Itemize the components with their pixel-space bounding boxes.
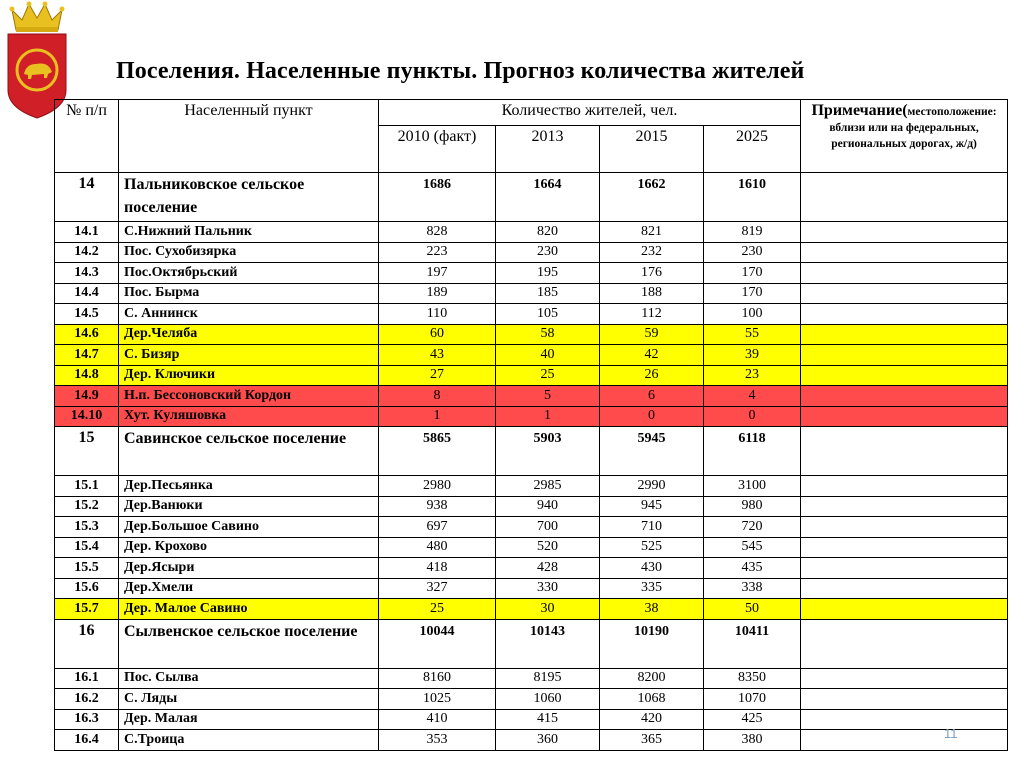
table-row — [55, 537, 1008, 558]
table-row — [55, 668, 1008, 689]
residents-2010: 43 — [379, 345, 496, 366]
note-cell — [801, 709, 1008, 730]
residents-2010: 27 — [379, 365, 496, 386]
note-cell — [801, 599, 1008, 620]
header-year-2015: 2015 — [600, 126, 704, 173]
residents-2025: 338 — [704, 578, 801, 599]
settlement-name: Пос.Октябрьский — [119, 263, 379, 284]
row-number: 14.2 — [55, 242, 119, 263]
header-note-main: Примечание( — [811, 102, 908, 119]
note-cell — [801, 222, 1008, 243]
table-group-row — [55, 173, 1008, 222]
residents-2010: 189 — [379, 283, 496, 304]
residents-2013: 1 — [496, 406, 600, 427]
note-cell — [801, 345, 1008, 366]
residents-2010: 480 — [379, 537, 496, 558]
note-cell — [801, 283, 1008, 304]
residents-2025: 1610 — [704, 173, 801, 222]
table-row — [55, 242, 1008, 263]
settlement-name: Дер.Хмели — [119, 578, 379, 599]
residents-2010: 938 — [379, 496, 496, 517]
row-number: 15.6 — [55, 578, 119, 599]
residents-2015: 232 — [600, 242, 704, 263]
row-number: 15 — [55, 427, 119, 476]
table-row — [55, 406, 1008, 427]
residents-2015: 525 — [600, 537, 704, 558]
settlement-name: С.Нижний Пальник — [119, 222, 379, 243]
residents-2013: 360 — [496, 730, 600, 751]
row-number: 16.2 — [55, 689, 119, 710]
residents-2010: 2980 — [379, 476, 496, 497]
settlement-name: Дер.Ясыри — [119, 558, 379, 579]
row-number: 15.5 — [55, 558, 119, 579]
table-row — [55, 304, 1008, 325]
residents-2025: 3100 — [704, 476, 801, 497]
note-cell — [801, 730, 1008, 751]
residents-2010: 1025 — [379, 689, 496, 710]
settlement-name: С. Бизяр — [119, 345, 379, 366]
header-note-rest: местоположение: вблизи или на федеральных, региональных дорогах, ж/д) — [829, 106, 997, 150]
residents-2013: 25 — [496, 365, 600, 386]
table-row — [55, 599, 1008, 620]
settlement-name: С. Ляды — [119, 689, 379, 710]
residents-2025: 39 — [704, 345, 801, 366]
residents-2010: 410 — [379, 709, 496, 730]
header-name: Населенный пункт — [119, 100, 379, 173]
header-year-2013: 2013 — [496, 126, 600, 173]
settlement-name: Н.п. Бессоновский Кордон — [119, 386, 379, 407]
population-table — [54, 99, 1008, 751]
note-cell — [801, 578, 1008, 599]
table-row — [55, 365, 1008, 386]
settlement-name: Пальниковское сельское поселение — [119, 173, 379, 222]
note-cell — [801, 517, 1008, 538]
residents-2010: 8 — [379, 386, 496, 407]
residents-2013: 940 — [496, 496, 600, 517]
table-row — [55, 709, 1008, 730]
residents-2010: 60 — [379, 324, 496, 345]
residents-2025: 819 — [704, 222, 801, 243]
settlement-name: Дер. Малая — [119, 709, 379, 730]
residents-2013: 5903 — [496, 427, 600, 476]
residents-2015: 112 — [600, 304, 704, 325]
note-cell — [801, 558, 1008, 579]
residents-2013: 30 — [496, 599, 600, 620]
residents-2013: 195 — [496, 263, 600, 284]
row-number: 14.8 — [55, 365, 119, 386]
row-number: 14.1 — [55, 222, 119, 243]
note-cell — [801, 242, 1008, 263]
residents-2015: 5945 — [600, 427, 704, 476]
residents-2015: 821 — [600, 222, 704, 243]
table-row — [55, 386, 1008, 407]
crown-icon — [10, 2, 65, 33]
residents-2013: 700 — [496, 517, 600, 538]
residents-2013: 1664 — [496, 173, 600, 222]
residents-2015: 10190 — [600, 619, 704, 668]
residents-2025: 435 — [704, 558, 801, 579]
note-cell — [801, 496, 1008, 517]
residents-2013: 1060 — [496, 689, 600, 710]
row-number: 15.7 — [55, 599, 119, 620]
row-number: 14.5 — [55, 304, 119, 325]
residents-2013: 428 — [496, 558, 600, 579]
header-year-2010: 2010 (факт) — [379, 126, 496, 173]
note-cell — [801, 476, 1008, 497]
row-number: 14.3 — [55, 263, 119, 284]
residents-2015: 38 — [600, 599, 704, 620]
residents-2025: 170 — [704, 283, 801, 304]
residents-2010: 418 — [379, 558, 496, 579]
residents-2015: 335 — [600, 578, 704, 599]
residents-2025: 55 — [704, 324, 801, 345]
residents-2015: 8200 — [600, 668, 704, 689]
header-num: № п/п — [55, 100, 119, 173]
settlement-name: Дер. Крохово — [119, 537, 379, 558]
residents-2015: 42 — [600, 345, 704, 366]
residents-2025: 6118 — [704, 427, 801, 476]
note-cell — [801, 324, 1008, 345]
table-row — [55, 263, 1008, 284]
residents-2025: 0 — [704, 406, 801, 427]
row-number: 15.1 — [55, 476, 119, 497]
residents-2015: 2990 — [600, 476, 704, 497]
residents-2025: 230 — [704, 242, 801, 263]
residents-2015: 1662 — [600, 173, 704, 222]
residents-2015: 59 — [600, 324, 704, 345]
residents-2013: 10143 — [496, 619, 600, 668]
table-row — [55, 222, 1008, 243]
residents-2015: 365 — [600, 730, 704, 751]
settlement-name: Пос. Сылва — [119, 668, 379, 689]
settlement-name: Сылвенское сельское поселение — [119, 619, 379, 668]
table-row — [55, 730, 1008, 751]
note-cell — [801, 365, 1008, 386]
residents-2013: 58 — [496, 324, 600, 345]
residents-2013: 230 — [496, 242, 600, 263]
residents-2015: 1068 — [600, 689, 704, 710]
row-number: 14.9 — [55, 386, 119, 407]
settlement-name: С. Аннинск — [119, 304, 379, 325]
settlement-name: Дер. Ключики — [119, 365, 379, 386]
note-cell — [801, 406, 1008, 427]
residents-2013: 820 — [496, 222, 600, 243]
settlement-name: Дер.Большое Савино — [119, 517, 379, 538]
residents-2010: 110 — [379, 304, 496, 325]
table-row — [55, 558, 1008, 579]
note-cell — [801, 619, 1008, 668]
residents-2015: 420 — [600, 709, 704, 730]
settlement-name: Дер. Малое Савино — [119, 599, 379, 620]
note-cell — [801, 537, 1008, 558]
residents-2015: 945 — [600, 496, 704, 517]
settlement-name: Пос. Бырма — [119, 283, 379, 304]
note-cell — [801, 263, 1008, 284]
residents-2010: 223 — [379, 242, 496, 263]
residents-2010: 25 — [379, 599, 496, 620]
residents-2025: 170 — [704, 263, 801, 284]
page-title: Поселения. Населенные пункты. Прогноз количества жителей — [116, 58, 805, 84]
table-row — [55, 324, 1008, 345]
residents-2015: 6 — [600, 386, 704, 407]
row-number: 15.4 — [55, 537, 119, 558]
residents-2025: 8350 — [704, 668, 801, 689]
residents-2013: 185 — [496, 283, 600, 304]
row-number: 14.6 — [55, 324, 119, 345]
settlement-name: Дер.Челяба — [119, 324, 379, 345]
residents-2013: 8195 — [496, 668, 600, 689]
residents-2010: 1 — [379, 406, 496, 427]
header-note — [801, 100, 1008, 173]
table-group-row — [55, 619, 1008, 668]
settlement-name: С.Троица — [119, 730, 379, 751]
residents-2010: 5865 — [379, 427, 496, 476]
page-number: 11 — [944, 726, 958, 741]
residents-2013: 2985 — [496, 476, 600, 497]
table-row — [55, 496, 1008, 517]
row-number: 15.2 — [55, 496, 119, 517]
table-row — [55, 345, 1008, 366]
table-row — [55, 476, 1008, 497]
residents-2025: 425 — [704, 709, 801, 730]
residents-2015: 188 — [600, 283, 704, 304]
settlement-name: Дер.Ванюки — [119, 496, 379, 517]
note-cell — [801, 427, 1008, 476]
residents-2015: 176 — [600, 263, 704, 284]
residents-2025: 980 — [704, 496, 801, 517]
residents-2015: 0 — [600, 406, 704, 427]
residents-2010: 353 — [379, 730, 496, 751]
residents-2025: 720 — [704, 517, 801, 538]
residents-2013: 5 — [496, 386, 600, 407]
residents-2015: 710 — [600, 517, 704, 538]
table-row — [55, 689, 1008, 710]
residents-2013: 105 — [496, 304, 600, 325]
note-cell — [801, 173, 1008, 222]
table-row — [55, 578, 1008, 599]
settlement-name: Пос. Сухобизярка — [119, 242, 379, 263]
residents-2010: 1686 — [379, 173, 496, 222]
residents-2010: 828 — [379, 222, 496, 243]
residents-2013: 40 — [496, 345, 600, 366]
residents-2025: 380 — [704, 730, 801, 751]
residents-2015: 26 — [600, 365, 704, 386]
table-row — [55, 517, 1008, 538]
table-group-row — [55, 427, 1008, 476]
settlement-name: Савинское сельское поселение — [119, 427, 379, 476]
residents-2010: 10044 — [379, 619, 496, 668]
row-number: 16.3 — [55, 709, 119, 730]
settlement-name: Хут. Куляшовка — [119, 406, 379, 427]
note-cell — [801, 668, 1008, 689]
residents-2013: 330 — [496, 578, 600, 599]
row-number: 14 — [55, 173, 119, 222]
settlement-name: Дер.Песьянка — [119, 476, 379, 497]
row-number: 14.7 — [55, 345, 119, 366]
note-cell — [801, 386, 1008, 407]
residents-2025: 4 — [704, 386, 801, 407]
row-number: 14.10 — [55, 406, 119, 427]
row-number: 15.3 — [55, 517, 119, 538]
row-number: 16.4 — [55, 730, 119, 751]
residents-2015: 430 — [600, 558, 704, 579]
note-cell — [801, 689, 1008, 710]
residents-2013: 520 — [496, 537, 600, 558]
header-residents: Количество жителей, чел. — [379, 100, 801, 126]
residents-2025: 50 — [704, 599, 801, 620]
residents-2025: 100 — [704, 304, 801, 325]
residents-2025: 1070 — [704, 689, 801, 710]
row-number: 14.4 — [55, 283, 119, 304]
header-year-2025: 2025 — [704, 126, 801, 173]
residents-2010: 697 — [379, 517, 496, 538]
residents-2010: 197 — [379, 263, 496, 284]
note-cell — [801, 304, 1008, 325]
table-row — [55, 283, 1008, 304]
residents-2025: 10411 — [704, 619, 801, 668]
residents-2025: 545 — [704, 537, 801, 558]
residents-2025: 23 — [704, 365, 801, 386]
residents-2013: 415 — [496, 709, 600, 730]
residents-2010: 8160 — [379, 668, 496, 689]
residents-2010: 327 — [379, 578, 496, 599]
row-number: 16.1 — [55, 668, 119, 689]
row-number: 16 — [55, 619, 119, 668]
